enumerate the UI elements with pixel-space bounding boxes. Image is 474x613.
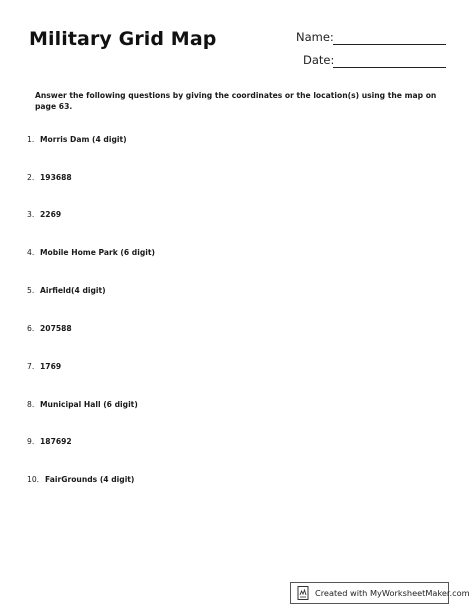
worksheet-maker-logo-icon: [297, 586, 309, 600]
question-number: 5.: [27, 286, 35, 295]
question-number: 1.: [27, 135, 35, 144]
question-number: 8.: [27, 400, 35, 409]
worksheet-title: Military Grid Map: [29, 28, 217, 50]
footer-credit[interactable]: [290, 582, 470, 604]
name-line: [333, 44, 446, 45]
question-number: 3.: [27, 210, 35, 219]
question-text: 187692: [40, 437, 72, 446]
question-text: Municipal Hall (6 digit): [40, 400, 138, 409]
date-line: [333, 67, 446, 68]
question-number: 9.: [27, 437, 35, 446]
question-text: Airfield(4 digit): [40, 286, 106, 295]
instructions: Answer the following questions by giving the coordinates or the location(s) using the map on page 63.: [35, 91, 437, 111]
question-text: FairGrounds (4 digit): [45, 475, 135, 484]
question-number: 4.: [27, 248, 35, 257]
question-text: Morris Dam (4 digit): [40, 135, 127, 144]
question-text: Mobile Home Park (6 digit): [40, 248, 155, 257]
footer-text: Created with MyWorksheetMaker.com: [315, 588, 470, 598]
question-text: 207588: [40, 324, 72, 333]
question-text: 2269: [40, 210, 62, 219]
question-number: 10.: [27, 475, 40, 484]
question-number: 7.: [27, 362, 35, 371]
name-label: Name:: [296, 30, 334, 44]
question-text: 193688: [40, 173, 72, 182]
date-label: Date:: [303, 53, 335, 67]
question-text: 1769: [40, 362, 62, 371]
question-number: 2.: [27, 173, 35, 182]
question-number: 6.: [27, 324, 35, 333]
